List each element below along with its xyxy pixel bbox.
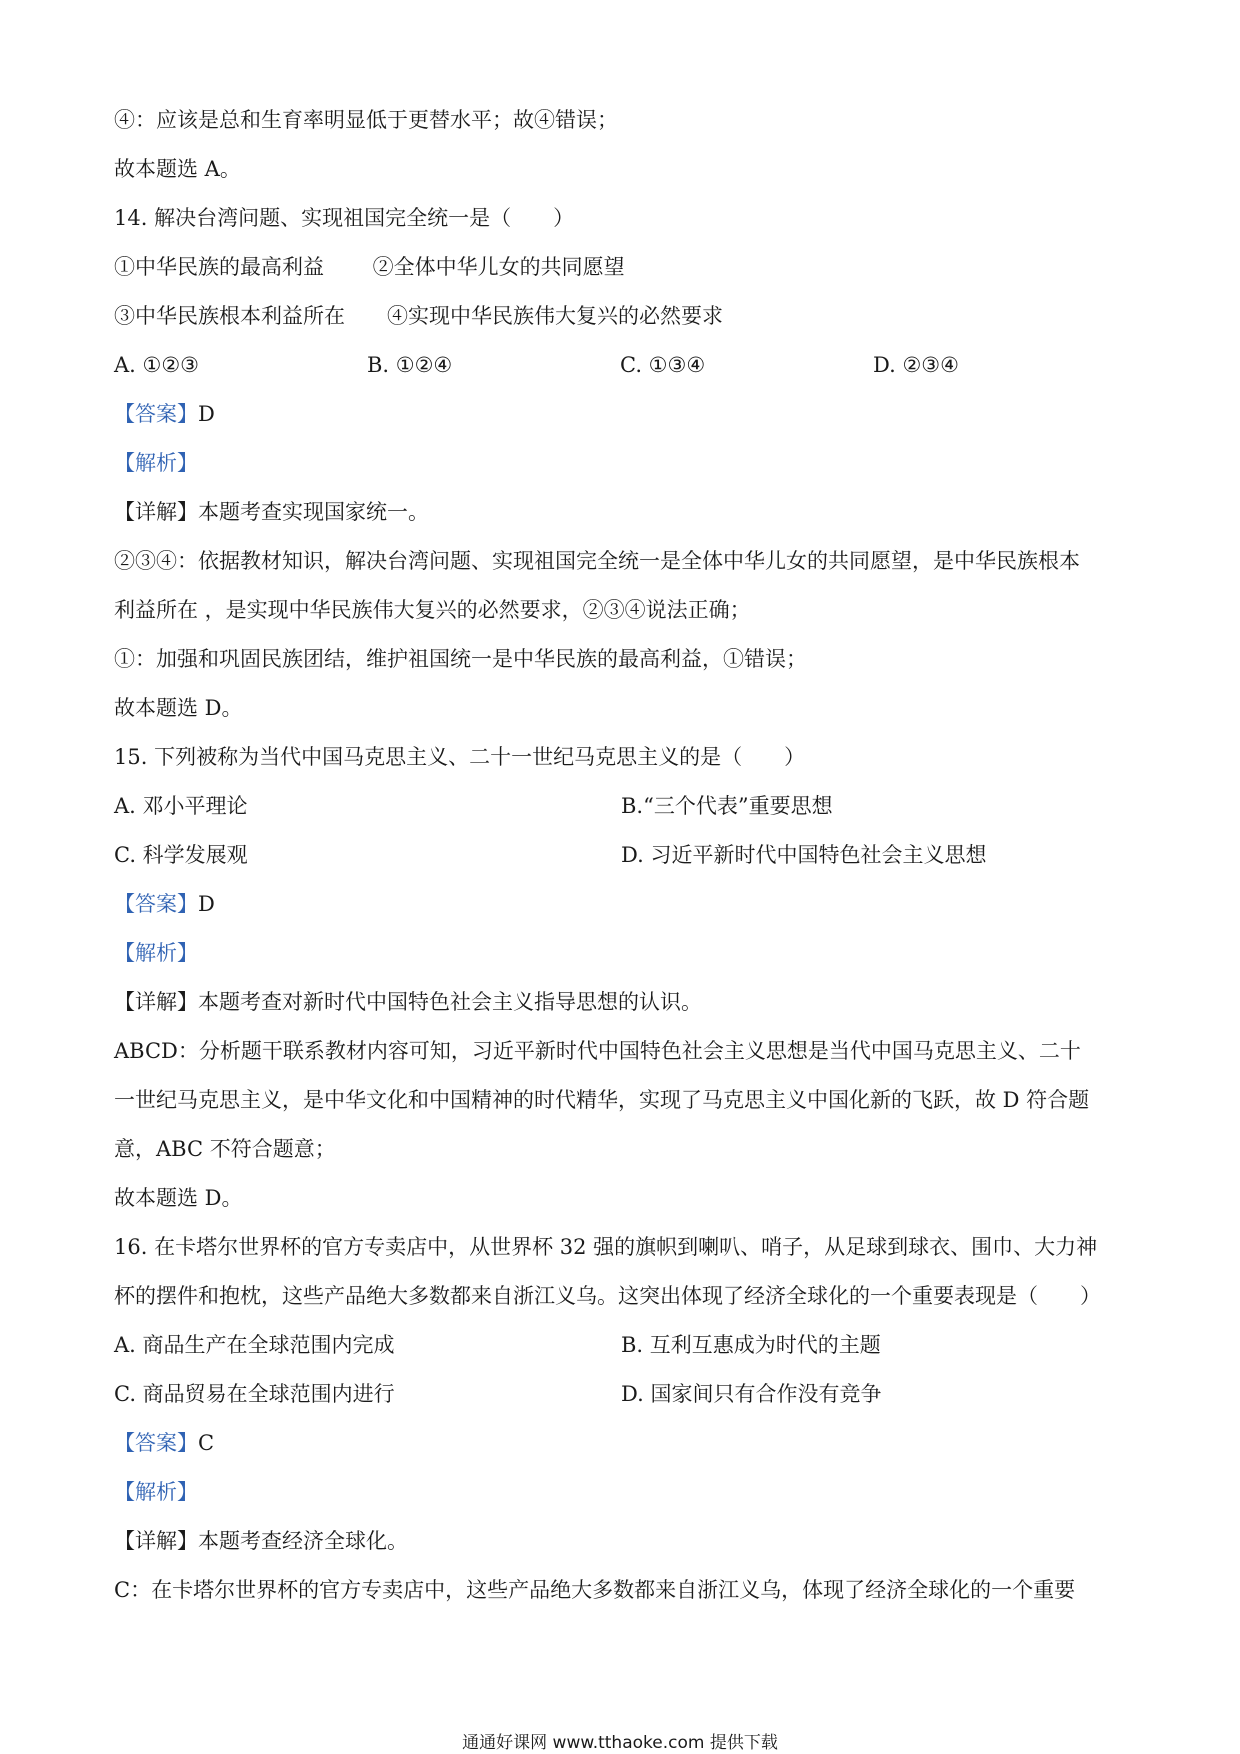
detail-line [114,978,1134,1027]
option-a: A. 邓小平理论 [114,794,248,818]
option-c: C. 科学发展观 [114,843,248,867]
question-15-options-row1 [114,782,1134,831]
detail-text: 本题考查实现国家统一。 [198,500,429,524]
explain-line: ABCD：分析题干联系教材内容可知，习近平新时代中国特色社会主义思想是当代中国马克思主义、二十 [114,1039,1081,1063]
option-a: A. 商品生产在全球范围内完成 [114,1333,395,1357]
option-c: C. 商品贸易在全球范围内进行 [114,1382,395,1406]
question-14-options [114,341,1134,390]
answer-tag: 【答案】 [114,1431,198,1455]
explain-line: ①：加强和巩固民族团结，维护祖国统一是中华民族的最高利益，①错误； [114,647,807,671]
detail-tag: 【详解】 [114,500,198,524]
answer-value: C [198,1431,215,1455]
document-body [114,96,1134,1615]
answer-tag: 【答案】 [114,402,198,426]
explain-line: ②③④：依据教材知识，解决台湾问题、实现祖国完全统一是全体中华儿女的共同愿望，是中华民族根本 [114,549,1080,573]
answer-tag: 【答案】 [114,892,198,916]
question-15-options-row2 [114,831,1134,880]
statement-line: ③中华民族根本利益所在 ④实现中华民族伟大复兴的必然要求 [114,304,723,328]
explain-line: 意，ABC 不符合题意； [114,1137,336,1161]
analysis-tag: 【解析】 [114,1480,198,1504]
question-16-options-row1 [114,1321,1134,1370]
option-b: B. 互利互惠成为时代的主题 [621,1333,881,1357]
detail-text: 本题考查对新时代中国特色社会主义指导思想的认识。 [198,990,702,1014]
explain-line: 故本题选 D。 [114,696,243,720]
explain-line: 故本题选 D。 [114,1186,243,1210]
detail-line [114,1517,1134,1566]
question-16-stem: 杯的摆件和抱枕，这些产品绝大多数都来自浙江义乌。这突出体现了经济全球化的一个重要表现是（ ） [114,1284,1101,1308]
option-d: D. ②③④ [873,353,959,377]
explain-line: C：在卡塔尔世界杯的官方专卖店中，这些产品绝大多数都来自浙江义乌，体现了经济全球化的一个重要 [114,1578,1076,1602]
detail-tag: 【详解】 [114,1529,198,1553]
detail-text: 本题考查经济全球化。 [198,1529,408,1553]
answer-value: D [198,892,215,916]
question-16-stem: 16. 在卡塔尔世界杯的官方专卖店中，从世界杯 32 强的旗帜到喇叭、哨子，从足球到球衣、围巾、大力神 [114,1235,1098,1259]
option-d: D. 国家间只有合作没有竞争 [621,1382,882,1406]
detail-tag: 【详解】 [114,990,198,1014]
statement-line: ①中华民族的最高利益 ②全体中华儿女的共同愿望 [114,255,625,279]
detail-line [114,488,1134,537]
analysis-tag: 【解析】 [114,451,198,475]
answer-line [114,880,1134,929]
option-b: B. ①②④ [367,353,453,377]
analysis-tag: 【解析】 [114,941,198,965]
question-15-stem: 15. 下列被称为当代中国马克思主义、二十一世纪马克思主义的是（ ） [114,745,806,769]
text-line: 故本题选 A。 [114,157,241,181]
option-a: A. ①②③ [114,353,199,377]
page-footer: 通通好课网 www.tthaoke.com 提供下载 [462,1733,778,1753]
explain-line: 一世纪马克思主义，是中华文化和中国精神的时代精华，实现了马克思主义中国化新的飞跃，故 D 符合题 [114,1088,1090,1112]
answer-line [114,1419,1134,1468]
answer-line [114,390,1134,439]
question-16-options-row2 [114,1370,1134,1419]
answer-value: D [198,402,215,426]
option-b: B.“三个代表”重要思想 [621,794,833,818]
question-14-stem: 14. 解决台湾问题、实现祖国完全统一是（ ） [114,206,575,230]
text-line: ④：应该是总和生育率明显低于更替水平；故④错误； [114,108,618,132]
option-c: C. ①③④ [620,353,706,377]
option-d: D. 习近平新时代中国特色社会主义思想 [621,843,987,867]
explain-line: 利益所在 ，是实现中华民族伟大复兴的必然要求，②③④说法正确； [114,598,751,622]
